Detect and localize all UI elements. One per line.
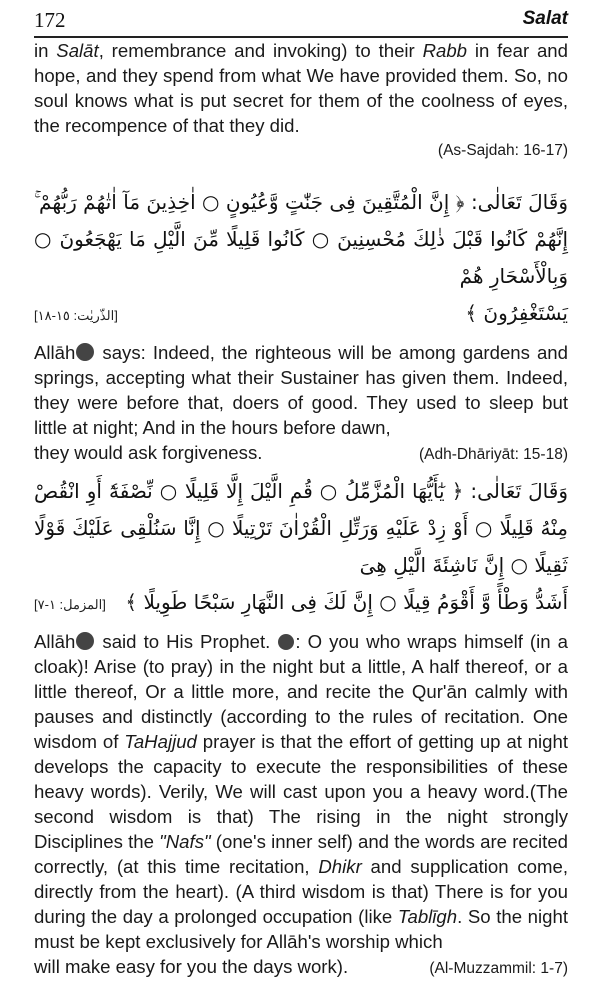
- verse-reference-dhariyat: (Adh-Dhāriyāt: 15-18): [418, 446, 568, 463]
- page-content: [34, 38, 568, 981]
- arabic-verse-last-line: أَشَدُّ وَطْأً وَّ أَقْوَمُ قِيلًا ○ إِنَّ لَكَ فِى النَّهَارِ سَبْحًا طَوِيلًا ﴾: [125, 590, 568, 614]
- text-run: in: [34, 40, 57, 61]
- honorific-glyph-icon: [76, 632, 94, 650]
- arabic-verse-text: وَقَالَ تَعَالٰى: ﴿ إِنَّ الْمُتَّقِينَ فِى جَنّٰتٍ وَّعُيُونٍ ○ اٰخِذِينَ مَآ اٰتٰهُمْ رَبُّهُمْ ۚ إِنَّهُمْ كَانُوا قَبْلَ ذٰلِكَ مُحْسِنِينَ ○ كَانُوا قَلِيلًا مِّنَ الَّيْلِ مَا يَهْجَعُونَ ○ وَبِالْأَسْحَارِ هُمْ: [34, 190, 568, 288]
- salutation-glyph-icon: [278, 634, 294, 650]
- italic-term: "Nafs": [159, 831, 211, 852]
- verse-reference-sajdah: (As-Sajdah: 16-17): [437, 142, 568, 159]
- arabic-verse-last-line: يَسْتَغْفِرُونَ ﴾: [465, 301, 568, 325]
- arabic-verse-block-dhariyat: [34, 184, 568, 332]
- page-number: 172: [34, 8, 66, 32]
- text-run: says: Indeed, the righteous will be among gardens and springs, accepting what their Sustainer has given them. Indeed, they were before that, doers of good. They used to sleep but little at night; And in the hours before dawn,: [34, 342, 568, 438]
- italic-term: Tablīgh: [397, 906, 458, 927]
- arabic-surah-reference: [الذّريٰت: ١٥-١٨]: [34, 308, 118, 323]
- page-header: [0, 4, 600, 34]
- italic-term: TaHajjud: [124, 731, 197, 752]
- text-run: will make easy for you the days work).: [34, 956, 349, 977]
- italic-term: Rabb: [422, 40, 468, 61]
- translation-paragraph-muzzammil: [34, 629, 568, 981]
- italic-term: Salāt: [56, 40, 99, 61]
- text-run: said to His Prophet.: [95, 631, 271, 652]
- arabic-verse-block-muzzammil: [34, 473, 568, 621]
- text-run: and supplication come, directly from the heart). (A third wisdom is that) There is for you during the day a prolonged occupation (like: [34, 856, 568, 927]
- arabic-verse-text: وَقَالَ تَعَالٰى: ﴿ يٰٓأَيُّهَا الْمُزَّمِّلُ ○ قُمِ الَّيْلَ إِلَّا قَلِيلًا ○ نِّصْفَهٗٓ أَوِ انْقُصْ مِنْهُ قَلِيلًا ○ أَوْ زِدْ عَلَيْهِ وَرَتِّلِ الْقُرْاٰنَ تَرْتِيلًا ○ إِنَّا سَنُلْقِى عَلَيْكَ قَوْلًا ثَقِيلًا ○ إِنَّ نَاشِئَةَ الَّيْلِ هِىَ: [34, 479, 568, 577]
- arabic-surah-reference: [المزمل: ١-٧]: [34, 597, 106, 612]
- text-run: Allāh: [34, 631, 76, 652]
- text-run: they would ask forgiveness.: [34, 442, 263, 463]
- honorific-glyph-icon: [76, 343, 94, 361]
- text-run: Allāh: [34, 342, 76, 363]
- verse-reference-muzzammil: (Al-Muzzammil: 1-7): [429, 960, 568, 977]
- text-run: in fear and hope, and they spend from what We have provided them. So, no soul knows what is put secret for them of the coolness of eyes, the recompence of that they did.: [34, 40, 568, 136]
- text-run: , remembrance and invoking) to their: [98, 40, 423, 61]
- italic-term: Dhikr: [318, 856, 362, 877]
- translation-paragraph-dhariyat: [34, 340, 568, 467]
- text-run: prayer is that the effort of getting up at night develops the capacity to execute the responsibilities of these heavy words). Verily, We will cast upon you a heavy word.(The second wisdom is that) The rising in the night strongly Disciplines the: [34, 731, 568, 852]
- translation-paragraph-sajdah: [34, 38, 568, 138]
- text-run: : O you who wraps himself (in a cloak)! Arise (to pray) in the night but a little, A half thereof, or a little thereof, Or a little more, and recite the Qur'ān calmly with pauses and distinctly (according to the rules of recitation. One wisdom of: [34, 631, 568, 752]
- running-head: Salat: [522, 8, 568, 29]
- text-run: (one's inner self) and the words are recited correctly, (at this time recitation,: [34, 831, 569, 877]
- text-run: . So the night must be kept exclusively for Allāh's worship which: [34, 906, 568, 952]
